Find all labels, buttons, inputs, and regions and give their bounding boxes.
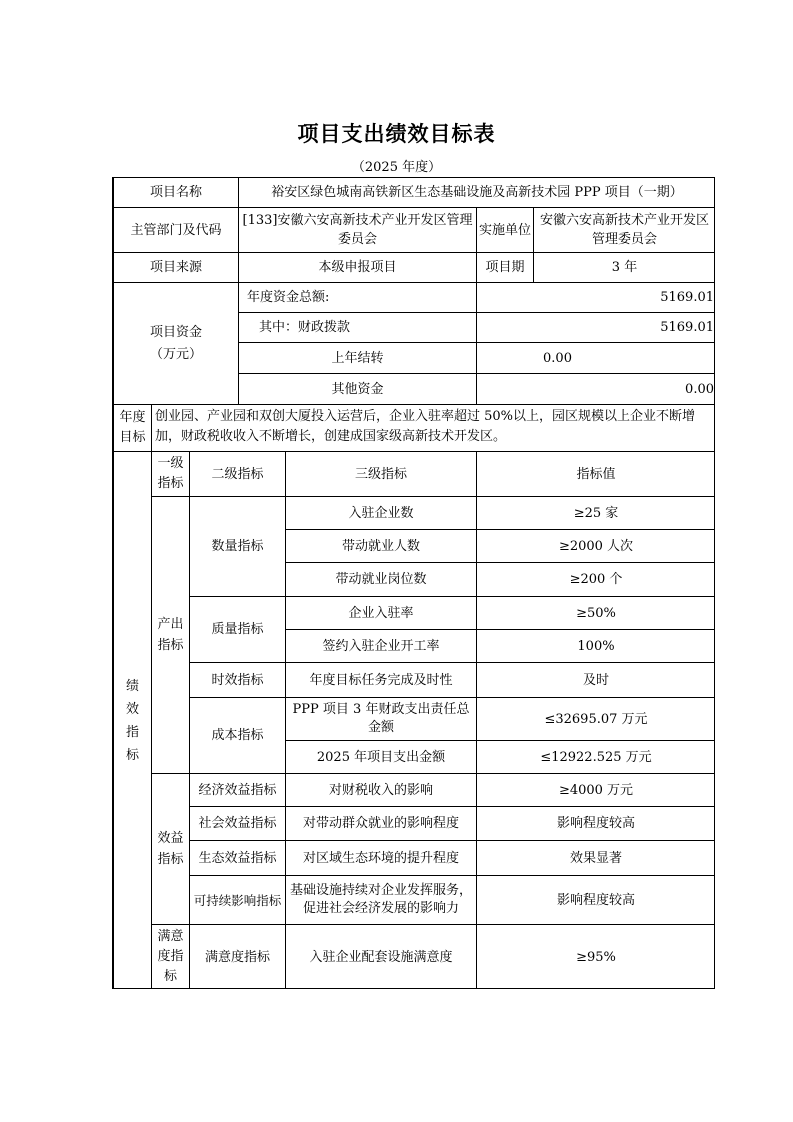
time-label: 时效指标 (189, 662, 285, 697)
funds-carry-label: 上年结转 (238, 342, 476, 373)
page-title: 项目支出绩效目标表 (297, 122, 496, 146)
header-level1: 一级指标 (151, 451, 189, 496)
header-level3: 三级指标 (285, 451, 476, 496)
goal-label-line2: 目标 (119, 430, 146, 445)
table-row-c1: PPP 项目 3 年财政支出责任总金额 (285, 697, 476, 740)
dept-value: [133]安徽六安高新技术产业开发区管理委员会 (238, 207, 476, 252)
funds-other-label: 其他资金 (238, 373, 476, 404)
goal-label-line1: 年度 (119, 410, 146, 425)
sustain-label: 可持续影响指标 (189, 875, 285, 924)
quantity-label: 数量指标 (189, 496, 285, 596)
table-row-c2: 2025 年项目支出金额 (285, 740, 476, 773)
table-row-q3: 带动就业岗位数 (285, 562, 476, 596)
impl-label: 实施单位 (476, 207, 533, 252)
project-name: 裕安区绿色城南高铁新区生态基础设施及高新技术园 PPP 项目（一期） (238, 177, 715, 207)
table-row-s1-value: 影响程度较高 (476, 806, 715, 840)
satisfaction-sub-label: 满意度指标 (189, 924, 285, 989)
table-row-c2-value: ≤12922.525 万元 (476, 740, 715, 773)
dept-label: 主管部门及代码 (113, 207, 238, 252)
table-row-q2-value: ≥2000 人次 (476, 529, 715, 562)
social-label: 社会效益指标 (189, 806, 285, 840)
impl-value: 安徽六安高新技术产业开发区管理委员会 (533, 207, 715, 252)
econ-label: 经济效益指标 (189, 773, 285, 806)
goal-text: 创业园、产业园和双创大厦投入运营后，企业入驻率超过 50%以上，园区规模以上企业不断增加，财政税收收入不断增长，创建成国家级高新技术开发区。 (151, 404, 715, 451)
funds-fiscal-value: 5169.01 (476, 312, 715, 342)
table-row-g1: 对区域生态环境的提升程度 (285, 840, 476, 875)
table-row-t1-value: 及时 (476, 662, 715, 697)
source-label: 项目来源 (113, 252, 238, 282)
output-label: 产出指标 (151, 496, 189, 773)
funds-other-value: 0.00 (476, 373, 715, 404)
satisfaction-label: 满意度指标 (151, 924, 189, 989)
table-row-c1-value: ≤32695.07 万元 (476, 697, 715, 740)
quality-label: 质量指标 (189, 596, 285, 662)
funds-label-line1: 项目资金 (149, 324, 202, 340)
funds-total-label: 年度资金总额: (238, 282, 476, 312)
table-row-q2: 带动就业人数 (285, 529, 476, 562)
table-row-g1-value: 效果显著 (476, 840, 715, 875)
header-level2: 二级指标 (189, 451, 285, 496)
cost-label: 成本指标 (189, 697, 285, 773)
source-value: 本级申报项目 (238, 252, 476, 282)
table-row-q1-value: ≥25 家 (476, 496, 715, 529)
year-subtitle: （2025 年度） (351, 160, 442, 175)
funds-label (113, 282, 238, 404)
project-name-label: 项目名称 (113, 177, 238, 207)
table-row-q3-value: ≥200 个 (476, 562, 715, 596)
table-row-ql2-value: 100% (476, 629, 715, 662)
funds-label-line2: （万元） (149, 346, 202, 362)
table-row-ql1: 企业入驻率 (285, 596, 476, 629)
goal-label (113, 404, 151, 451)
period-label: 项目期 (476, 252, 533, 282)
header-value: 指标值 (476, 451, 715, 496)
table-row-m1-value: ≥95% (476, 924, 715, 989)
table-row-e1: 对财税收入的影响 (285, 773, 476, 806)
table-row-q1: 入驻企业数 (285, 496, 476, 529)
table-row-ql2: 签约入驻企业开工率 (285, 629, 476, 662)
table-row-t1: 年度目标任务完成及时性 (285, 662, 476, 697)
period-value: 3 年 (533, 252, 715, 282)
benefit-label: 效益指标 (151, 773, 189, 924)
funds-fiscal-label: 其中：财政拨款 (238, 312, 476, 342)
funds-carry-value: 0.00 (476, 342, 715, 373)
eco-label: 生态效益指标 (189, 840, 285, 875)
table-row-u1: 基础设施持续对企业发挥服务，促进社会经济发展的影响力 (285, 875, 476, 924)
table-row-u1-value: 影响程度较高 (476, 875, 715, 924)
table-row-ql1-value: ≥50% (476, 596, 715, 629)
table-row-s1: 对带动群众就业的影响程度 (285, 806, 476, 840)
table-row-e1-value: ≥4000 万元 (476, 773, 715, 806)
table-row-m1: 入驻企业配套设施满意度 (285, 924, 476, 989)
indicators-section-label: 绩效指标 (113, 451, 151, 989)
funds-total-value: 5169.01 (476, 282, 715, 312)
